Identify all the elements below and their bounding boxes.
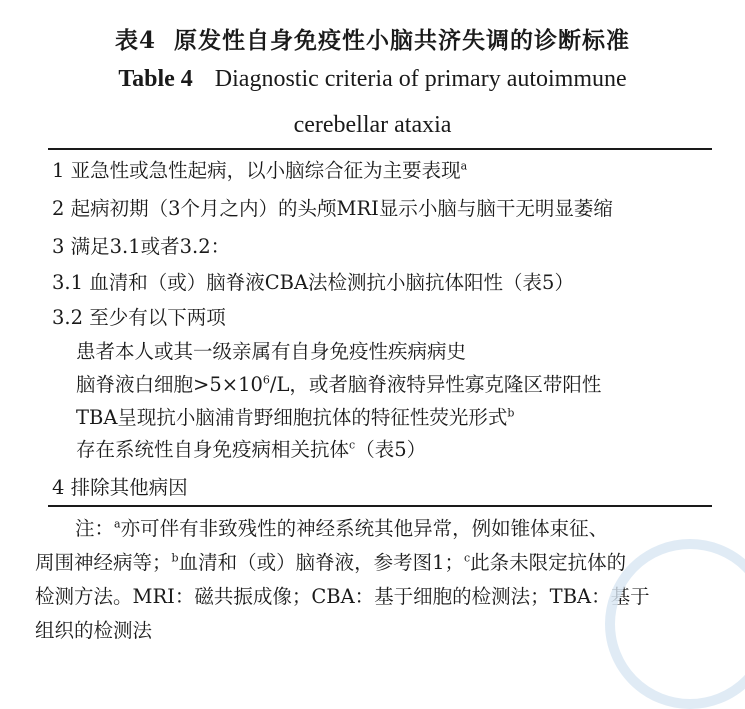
- table-title-en: [0, 66, 745, 93]
- footnote-marker-a: a: [460, 159, 468, 173]
- table-title-cn-text: 原发性自身免疫性小脑共济失调的诊断标准: [174, 27, 630, 54]
- exponent: 6: [262, 373, 270, 387]
- criterion-3: 3 满足3.1或者3.2：: [52, 235, 231, 258]
- criterion-3-2-item-3: TBA呈现抗小脑浦肯野细胞抗体的特征性荧光形式$^b$: [76, 406, 515, 429]
- notes-line-4: 组织的检测法: [35, 619, 153, 642]
- notes-line-2: 周围神经病等；$^b$血清和（或）脑脊液，参考图1；$^c$此条未限定抗体的: [35, 551, 627, 574]
- footnote-marker-c: c: [349, 438, 356, 452]
- footnote-marker-b: b: [507, 406, 515, 420]
- table-label-cn: 表4: [114, 27, 156, 54]
- table-top-rule: [48, 148, 712, 150]
- criterion-3-2-item-1: 患者本人或其一级亲属有自身免疫性疾病病史: [76, 340, 467, 363]
- criterion-3-2-item-2: 脑脊液白细胞$>5\times 10^6/L$，或者脑脊液特异性寡克隆区带阳性: [76, 373, 602, 396]
- notes-line-3: 检测方法。MRI：磁共振成像；CBA：基于细胞的检测法；TBA：基于: [35, 585, 650, 608]
- table-bottom-rule: [48, 505, 712, 507]
- criterion-4: 4 排除其他病因: [52, 476, 188, 499]
- criterion-1: 1 亚急性或急性起病，以小脑综合征为主要表现$^a$: [52, 159, 468, 182]
- table-title-en-line2: cerebellar ataxia: [293, 112, 452, 138]
- criterion-3-1: 3.1 血清和（或）脑脊液CBA法检测抗小脑抗体阳性（表5）: [52, 271, 574, 294]
- table-label-en: Table 4: [118, 66, 193, 92]
- table-title-en-line1: Diagnostic criteria of primary autoimmune: [214, 66, 627, 92]
- table-title-cn: [0, 22, 745, 55]
- notes-line-1: 注：$^a$亦可伴有非致残性的神经系统其他异常，例如锥体束征、: [75, 517, 609, 540]
- criterion-2: 2 起病初期（3个月之内）的头颅MRI显示小脑与脑干无明显萎缩: [52, 197, 613, 220]
- criterion-3-2: 3.2 至少有以下两项: [52, 306, 226, 329]
- criterion-3-2-item-4: 存在系统性自身免疫病相关抗体$^c$（表5）: [76, 438, 427, 461]
